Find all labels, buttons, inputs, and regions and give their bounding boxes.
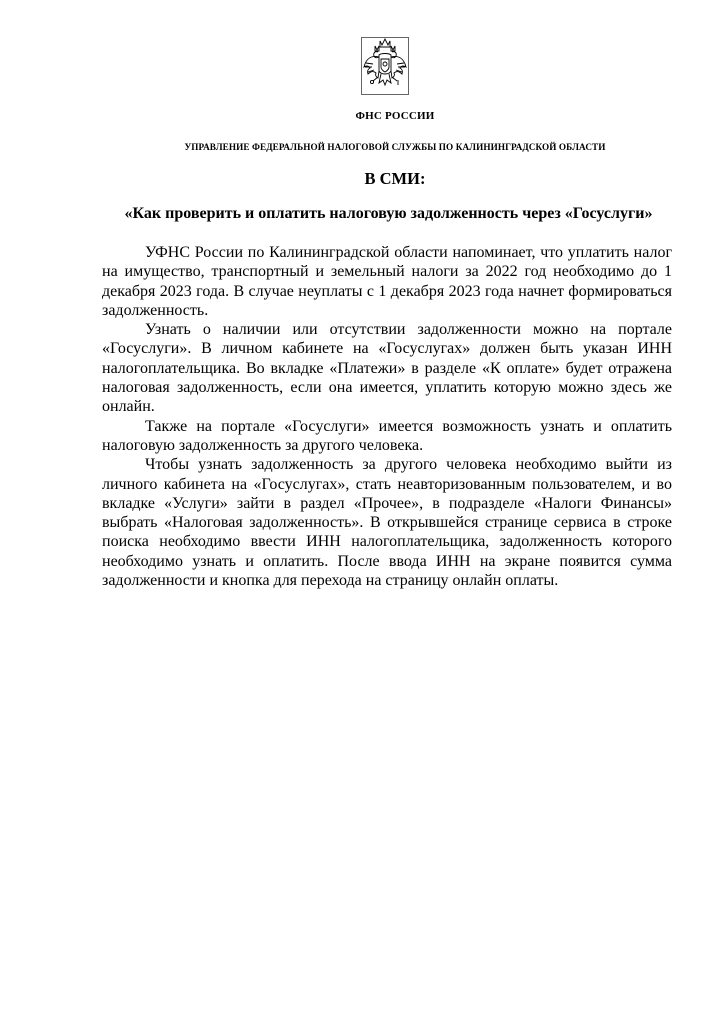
article-body xyxy=(102,243,672,590)
paragraph-other-person: Также на портале «Госуслуги» имеется возможность узнать и оплатить налоговую задолженность за другого человека. xyxy=(102,417,672,454)
article-title: «Как проверить и оплатить налоговую задолженность через «Госуслуги» xyxy=(124,205,653,222)
russian-coat-of-arms-icon xyxy=(361,37,409,95)
paragraph-deadline: УФНС России по Калининградской области напоминает, что уплатить налог на имущество, транспортный и земельный налоги за 2022 год необходимо до 1 декабря 2023 года. В случае неуплаты с 1 декабря 2023 года начнет формироваться задолженность. xyxy=(102,244,672,319)
organization-title: ФНС РОССИИ xyxy=(355,110,435,122)
paragraph-instructions: Чтобы узнать задолженность за другого человека необходимо выйти из личного кабинета на «Госуслугах», стать неавторизованным пользователем, и во вкладке «Услуги» зайти в раздел «Прочее», в подразделе «Налоги Финансы» выбрать «Налоговая задолженность». В открывшейся странице сервиса в строке поиска необходимо ввести ИНН налогоплательщика, задолженность которого необходимо узнать и оплатить. После ввода ИНН на экране появится сумма задолженности и кнопка для перехода на страницу онлайн оплаты. xyxy=(102,456,672,590)
section-label: В СМИ: xyxy=(364,169,426,188)
paragraph-check-debt: Узнать о наличии или отсутствии задолженности можно на портале «Госуслуги». В личном кабинете на «Госуслугах» должен быть указан ИНН налогоплательщика. Во вкладке «Платежи» в разделе «К оплате» будет отражена налоговая задолженность, если она имеется, уплатить которую можно здесь же онлайн. xyxy=(102,321,672,416)
department-title: УПРАВЛЕНИЕ ФЕДЕРАЛЬНОЙ НАЛОГОВОЙ СЛУЖБЫ ПО КАЛИНИНГРАДСКОЙ ОБЛАСТИ xyxy=(184,142,606,152)
